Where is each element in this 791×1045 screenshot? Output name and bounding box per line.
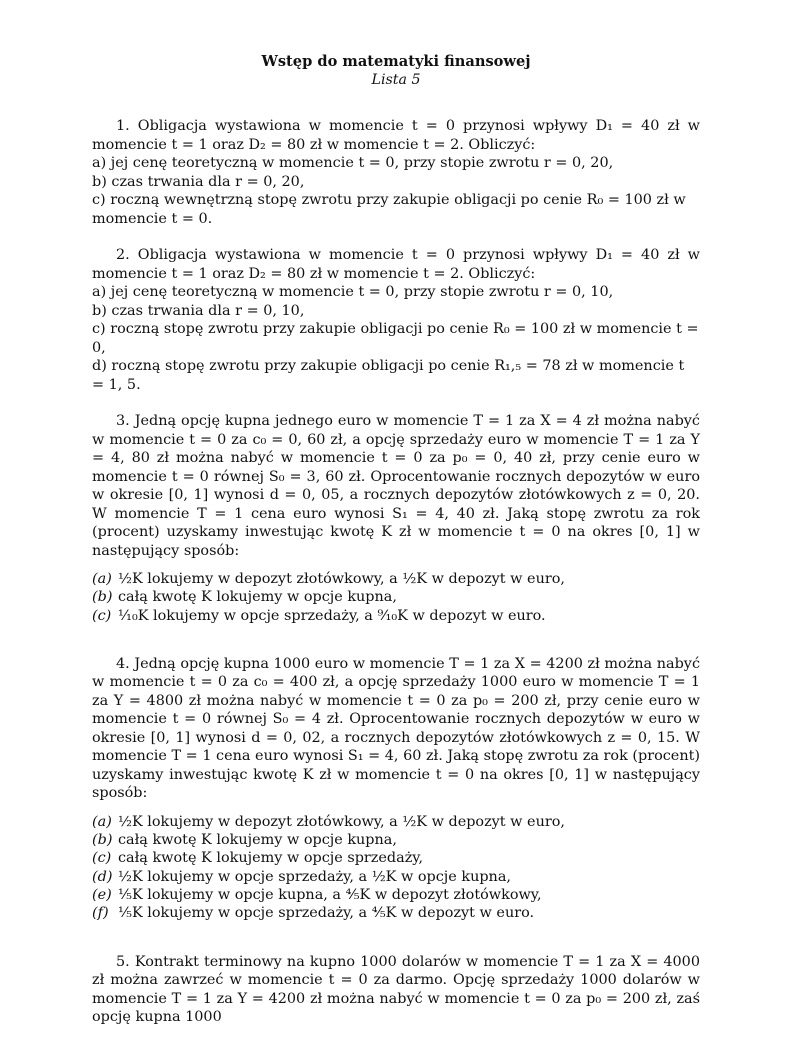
problem-intro: 2. Obligacja wystawiona w momencie t = 0 przynosi wpływy D₁ = 40 zł w momencie t = 1 oraz D₂ = 80 zł w momencie t = 2. Obliczyć: <box>92 247 700 282</box>
list-item <box>92 607 700 625</box>
item-text: ½K lokujemy w depozyt złotówkowy, a ½K w depozyt w euro, <box>118 813 565 830</box>
option-list <box>92 570 700 625</box>
list-item <box>92 813 700 831</box>
list-item <box>92 904 700 922</box>
item-text: ½K lokujemy w depozyt złotówkowy, a ½K w depozyt w euro, <box>118 571 565 587</box>
problem-line: c) roczną stopę zwrotu przy zakupie obligacji po cenie R₀ = 100 zł w momencie t = 0, <box>92 321 699 356</box>
list-item <box>92 831 700 849</box>
item-label: (b) <box>92 832 113 849</box>
item-label: (e) <box>92 887 112 904</box>
list-item <box>92 588 700 606</box>
item-text: całą kwotę K lokujemy w opcje kupna, <box>118 832 397 849</box>
item-label: (f) <box>92 905 109 922</box>
page-subtitle: Lista 5 <box>371 72 421 88</box>
problem-intro: 4. Jedną opcję kupna 1000 euro w momencie T = 1 za X = 4200 zł można nabyć w momencie t = 0 za c₀ = 400 zł, a opcję sprzedaży 1000 euro w momencie T = 1 za Y = 4800 zł można nabyć w momencie t = 0 za p₀ = 200 zł, przy cenie euro w momencie t = 0 równej S₀ = 4 zł. Oprocentowanie rocznych depozytów w euro w okresie [0, 1] wynosi d = 0, 02, a rocznych depozytów złotówkowych z = 0, 15. W momencie T = 1 cena euro wynosi S₁ = 4, 60 zł. Jaką stopę zwrotu za rok (procent) uzyskamy inwestując kwotę K zł w momencie t = 0 na okres [0, 1] w następujący sposób: <box>92 655 700 802</box>
problem-intro: 3. Jedną opcję kupna jednego euro w momencie T = 1 za X = 4 zł można nabyć w momencie t = 0 za c₀ = 0, 60 zł, a opcję sprzedaży euro w momencie T = 1 za Y = 4, 80 zł można nabyć w momencie t = 0 za p₀ = 0, 40 zł, przy cenie euro w momencie t = 0 równej S₀ = 3, 60 zł. Oprocentowanie rocznych depozytów w euro w okresie [0, 1] wynosi d = 0, 05, a rocznych depozytów złotówkowych z = 0, 20. W momencie T = 1 cena euro wynosi S₁ = 4, 40 zł. Jaką stopę zwrotu za rok (procent) uzyskamy inwestując kwotę K zł w momencie t = 0 na okres [0, 1] w następujący sposób: <box>92 413 700 559</box>
list-item <box>92 886 700 904</box>
problem-intro: 1. Obligacja wystawiona w momencie t = 0 przynosi wpływy D₁ = 40 zł w momencie t = 1 oraz D₂ = 80 zł w momencie t = 2. Obliczyć: <box>92 118 700 153</box>
item-text: całą kwotę K lokujemy w opcje kupna, <box>118 589 397 606</box>
problem-line: b) czas trwania dla r = 0, 10, <box>92 302 305 319</box>
item-label: (a) <box>92 571 112 587</box>
problem-3 <box>92 412 700 625</box>
item-text: ⅕K lokujemy w opcje kupna, a ⅘K w depozyt złotówkowy, <box>118 887 542 904</box>
problem-4 <box>92 655 700 923</box>
list-item <box>92 868 700 886</box>
item-label: (d) <box>92 868 113 885</box>
problem-1 <box>92 117 700 228</box>
item-label: (a) <box>92 813 112 830</box>
item-text: ¹⁄₁₀K lokujemy w opcje sprzedaży, a ⁹⁄₁₀K w depozyt w euro. <box>118 607 546 624</box>
page-title: Wstęp do matematyki finansowej <box>261 53 531 70</box>
item-text: ⅕K lokujemy w opcje sprzedaży, a ⅘K w depozyt w euro. <box>118 905 535 922</box>
document-page <box>92 52 700 1045</box>
item-text: ½K lokujemy w opcje sprzedaży, a ½K w opcje kupna, <box>118 868 511 885</box>
problem-line: a) jej cenę teoretyczną w momencie t = 0, przy stopie zwrotu r = 0, 10, <box>92 284 614 300</box>
item-text: całą kwotę K lokujemy w opcje sprzedaży, <box>118 850 424 867</box>
problem-intro: 5. Kontrakt terminowy na kupno 1000 dolarów w momencie T = 1 za X = 4000 zł można zawrzeć w momencie t = 0 za darmo. Opcję sprzedaży 1000 dolarów w momencie T = 1 za Y = 4200 zł można nabyć w momencie t = 0 za p₀ = 200 zł, zaś opcję kupna 1000 <box>92 953 700 1026</box>
problem-5 <box>92 953 700 1027</box>
list-item <box>92 849 700 867</box>
item-label: (b) <box>92 589 113 606</box>
item-label: (c) <box>92 607 112 624</box>
problem-line: b) czas trwania dla r = 0, 20, <box>92 173 305 190</box>
option-list <box>92 813 700 923</box>
problem-line: d) roczną stopę zwrotu przy zakupie obligacji po cenie R₁,₅ = 78 zł w momencie t = 1, 5. <box>92 358 685 393</box>
item-label: (c) <box>92 850 112 867</box>
list-item <box>92 570 700 588</box>
problem-line: c) roczną wewnętrzną stopę zwrotu przy zakupie obligacji po cenie R₀ = 100 zł w momencie t = 0. <box>92 192 686 227</box>
problem-2 <box>92 246 700 394</box>
problem-line: a) jej cenę teoretyczną w momencie t = 0, przy stopie zwrotu r = 0, 20, <box>92 155 614 171</box>
